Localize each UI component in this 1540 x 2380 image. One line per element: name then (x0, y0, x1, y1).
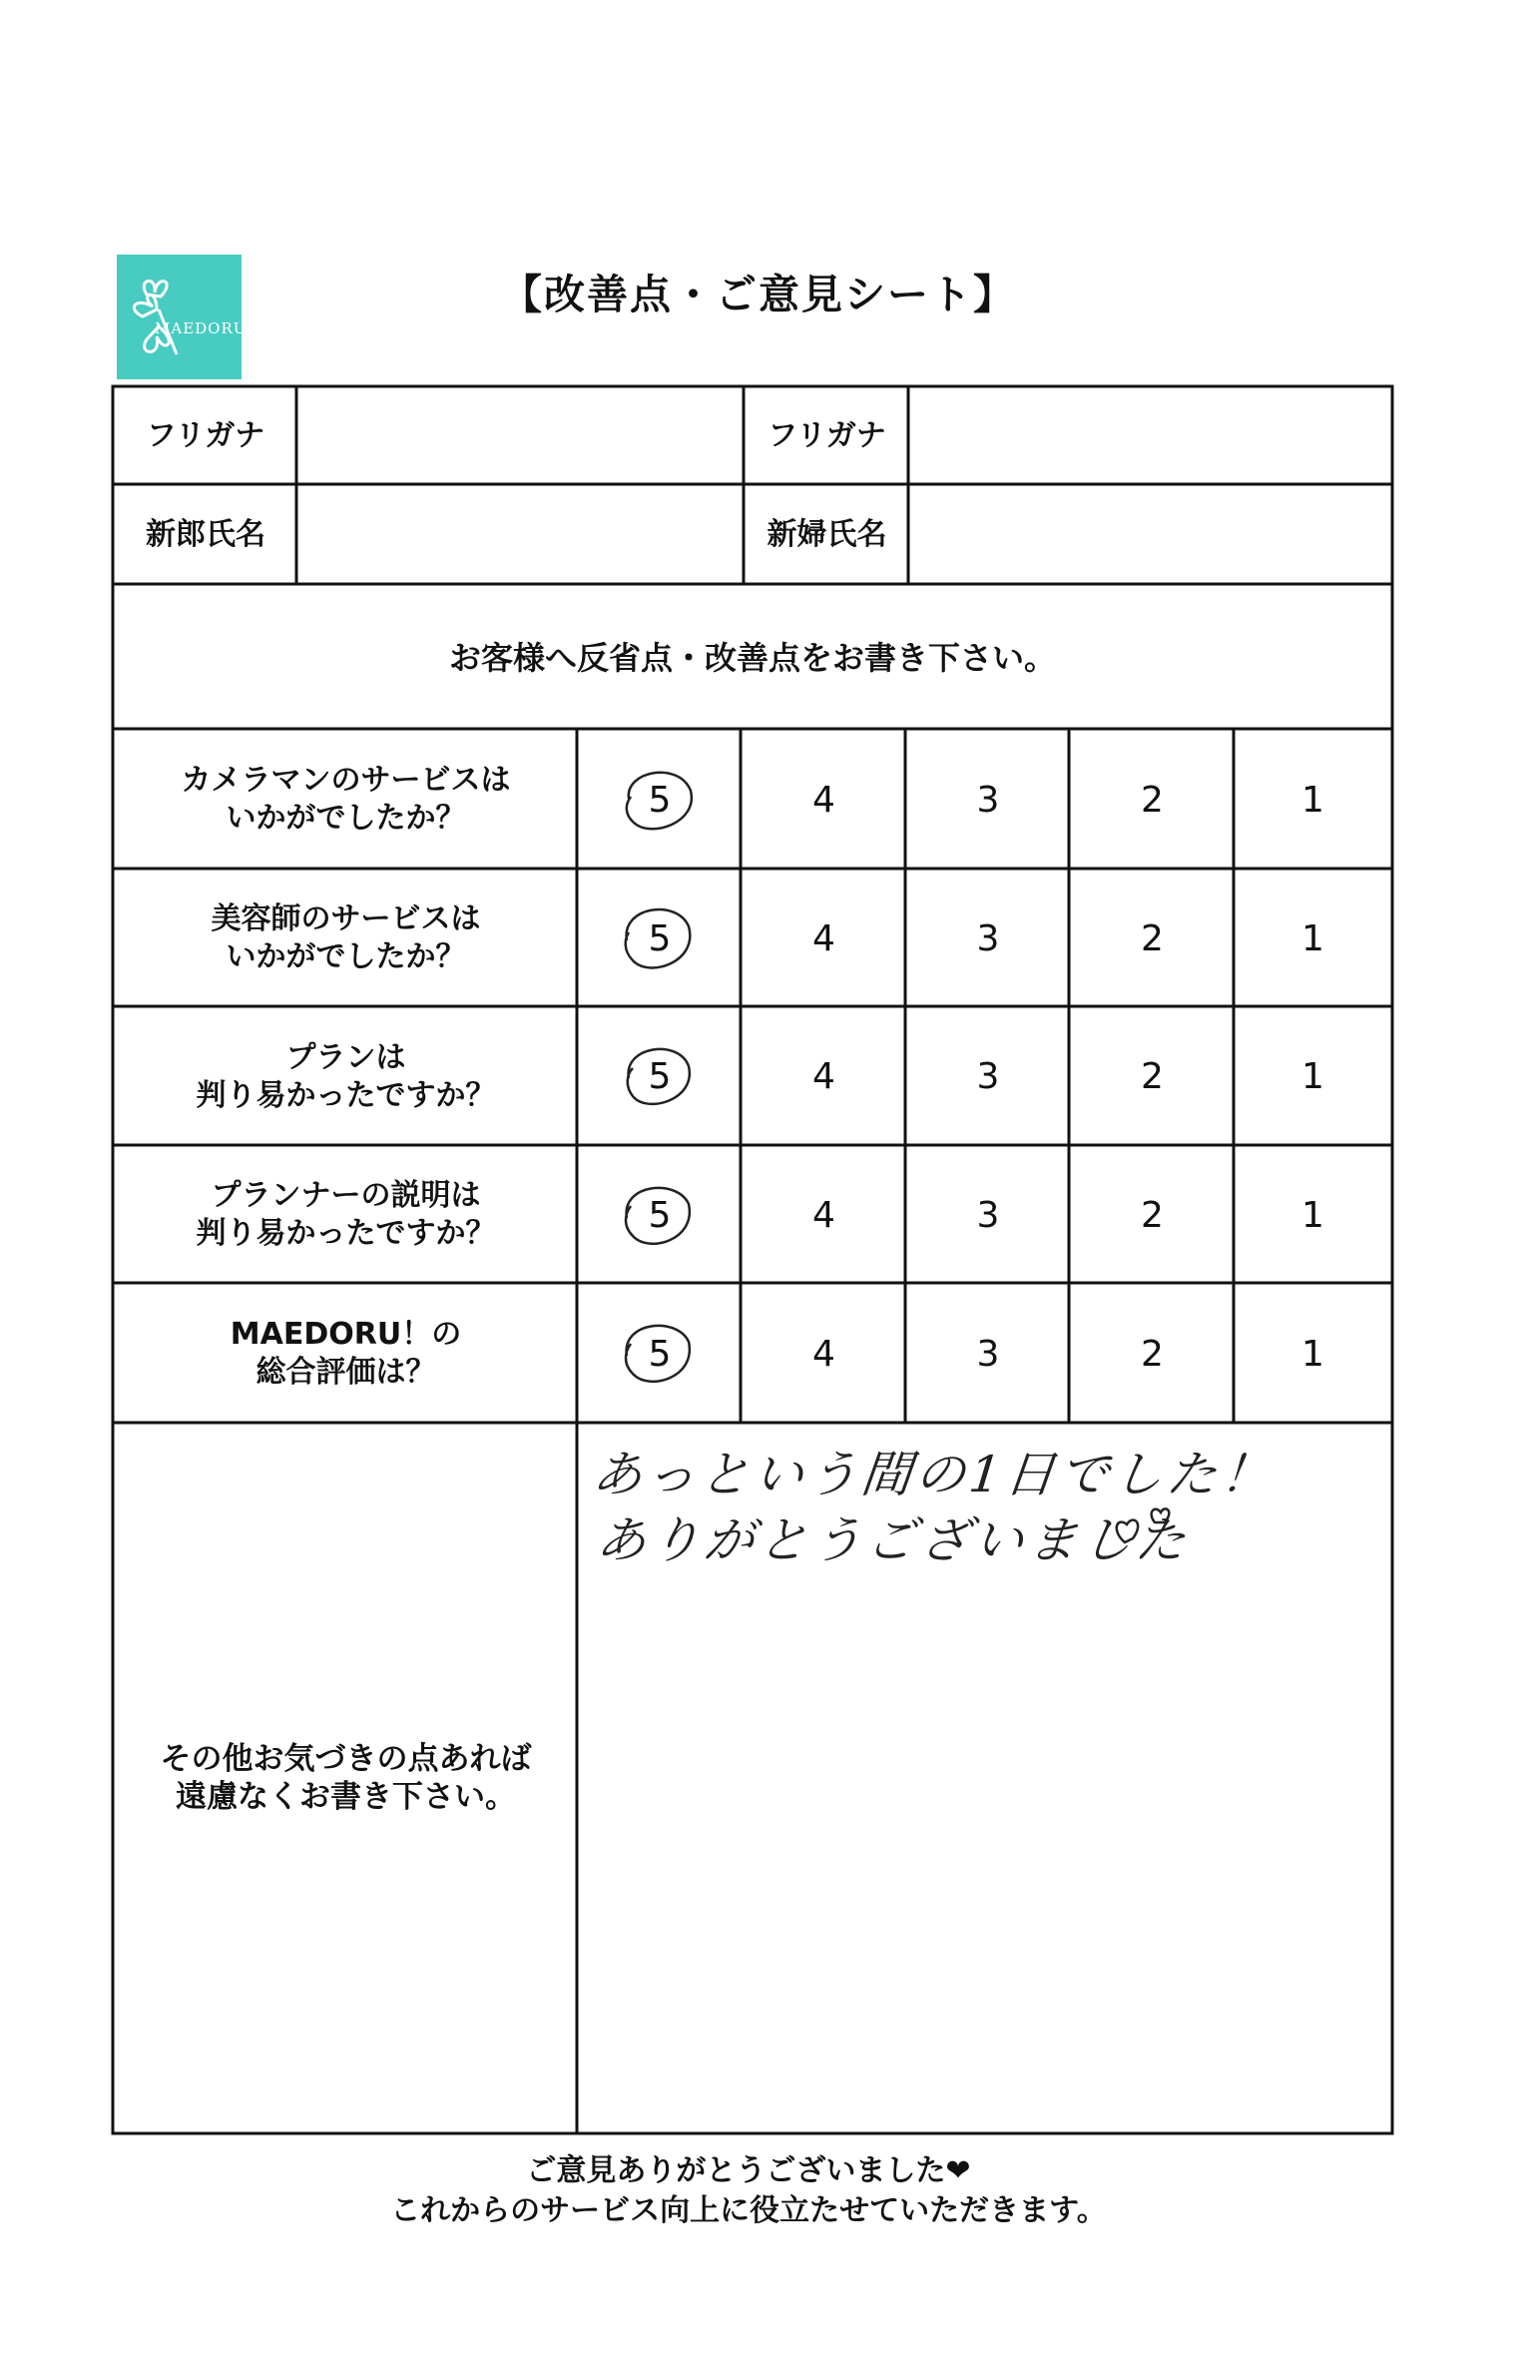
groom-name-label: 新郎氏名 (146, 517, 265, 552)
question-line: 総合評価は？ (256, 1355, 436, 1390)
footer-line: ご意見ありがとうございました❤ (526, 2153, 971, 2188)
selection-circle (626, 1188, 690, 1244)
bride-furigana-label: フリガナ (768, 418, 886, 453)
rating-option-3[interactable]: 3 (976, 1333, 1000, 1375)
footer-message (299, 2151, 1198, 2231)
rating-option-2[interactable]: 2 (1141, 1056, 1164, 1097)
handwritten-comment-line: あっという間の1日でした！ (589, 1446, 1278, 1503)
rating-option-3[interactable]: 3 (976, 1194, 1000, 1236)
heart-doodle-icon (1103, 1502, 1183, 1562)
rating-option-4[interactable]: 4 (812, 779, 835, 821)
rating-option-3[interactable]: 3 (976, 779, 1000, 821)
rating-option-4[interactable]: 4 (812, 917, 835, 959)
question-line: 美容師のサービスは (211, 901, 481, 936)
selection-circle (626, 909, 691, 967)
rating-option-2[interactable]: 2 (1141, 1194, 1164, 1236)
question-overall (115, 1285, 577, 1423)
groom-furigana-label: フリガナ (146, 418, 265, 453)
rating-option-2[interactable]: 2 (1141, 1333, 1164, 1375)
selection-circle (628, 1049, 690, 1104)
question-camera (115, 731, 577, 869)
question-line: プランナーの説明は (211, 1178, 481, 1213)
question-hair-makeup (115, 871, 577, 1006)
question-line: 判り易かったですか？ (196, 1216, 496, 1251)
question-line: プランは (285, 1039, 406, 1075)
rating-option-1[interactable]: 1 (1301, 779, 1324, 821)
page-title: 【改善点・ご意見シート】 (501, 271, 1016, 318)
footer-line: これからのサービス向上に役立たせていただきます。 (390, 2193, 1107, 2228)
comments-label (115, 1425, 577, 2131)
comments-label-line: 遠慮なくお書き下さい。 (176, 1779, 516, 1815)
rating-option-1[interactable]: 1 (1301, 917, 1324, 959)
rating-option-1[interactable]: 1 (1301, 1056, 1324, 1097)
comments-label-line: その他お気づきの点あれば (160, 1741, 532, 1777)
question-line: MAEDORU！の (230, 1317, 462, 1352)
selection-circles (579, 731, 741, 1423)
rating-option-4[interactable]: 4 (812, 1194, 835, 1236)
rating-option-5[interactable]: 5 (648, 1056, 672, 1097)
rating-option-5[interactable]: 5 (648, 1333, 672, 1375)
groom-name-field[interactable] (299, 486, 742, 582)
rating-option-2[interactable]: 2 (1141, 779, 1164, 821)
rating-option-4[interactable]: 4 (812, 1333, 835, 1375)
logo-text: MAEDORU (155, 319, 248, 337)
rating-option-5[interactable]: 5 (648, 1194, 672, 1236)
rating-option-1[interactable]: 1 (1301, 1333, 1324, 1375)
rating-option-3[interactable]: 3 (976, 1056, 1000, 1097)
bride-name-label: 新婦氏名 (767, 517, 887, 552)
question-line: 判り易かったですか？ (196, 1077, 496, 1113)
groom-furigana-field[interactable] (299, 388, 742, 482)
question-line: カメラマンのサービスは (181, 763, 511, 798)
selection-circle (627, 773, 692, 830)
bride-furigana-field[interactable] (911, 388, 1390, 482)
question-line: いかがでしたか？ (226, 939, 466, 974)
handwritten-comment-line: ありがとうございました (593, 1511, 1193, 1569)
rating-option-2[interactable]: 2 (1141, 917, 1164, 959)
rating-option-4[interactable]: 4 (812, 1056, 835, 1097)
rating-option-3[interactable]: 3 (976, 917, 1000, 959)
question-plan (115, 1008, 577, 1145)
instruction-text: お客様へ反省点・改善点をお書き下さい。 (448, 638, 1056, 677)
selection-circle (626, 1326, 690, 1382)
bride-name-field[interactable] (911, 486, 1390, 582)
question-line: いかがでしたか？ (226, 801, 466, 836)
comments-field[interactable] (579, 1425, 1390, 2131)
question-planner (115, 1147, 577, 1283)
rating-option-1[interactable]: 1 (1301, 1194, 1324, 1236)
rating-option-5[interactable]: 5 (648, 917, 672, 959)
rating-option-5[interactable]: 5 (648, 779, 672, 821)
